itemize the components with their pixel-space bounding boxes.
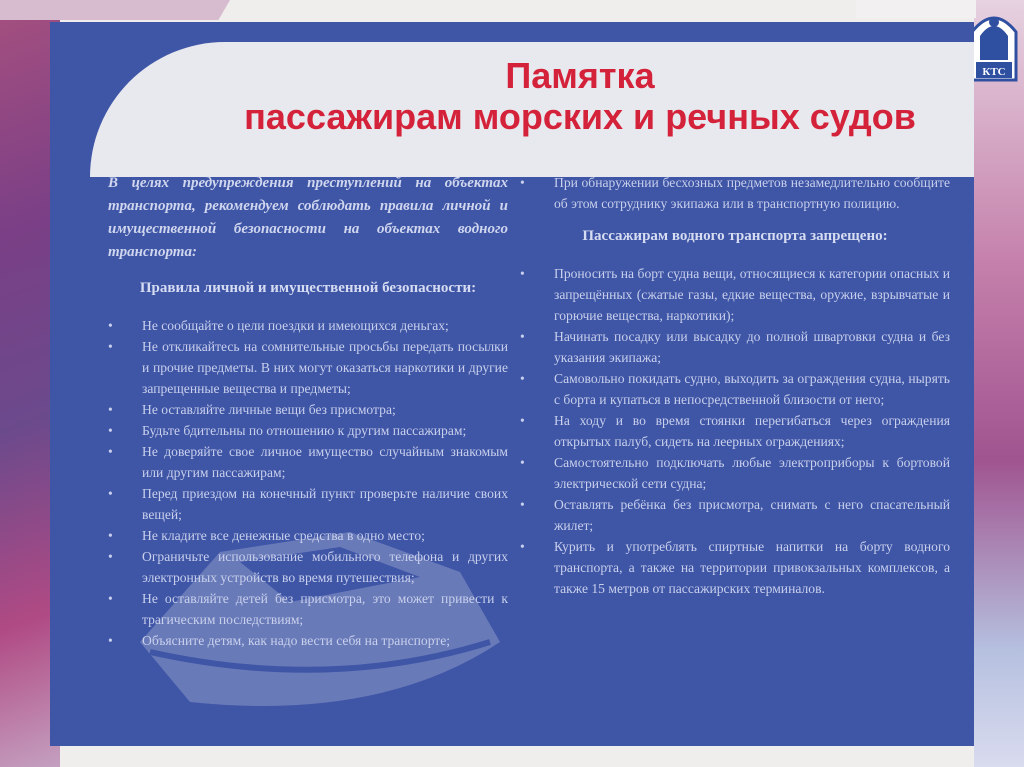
background-right-decoration <box>974 0 1024 767</box>
background-top-stripe <box>0 0 230 20</box>
prohibition-item: • Начинать посадку или высадку до полной швартовки судна и без указания экипажа; <box>520 326 950 368</box>
intro-text: В целях предупреждения преступлений на объектах транспорта, рекомендуем соблюдать правила личной и имущественной безопасности на объектах водного транспорта: <box>108 175 508 260</box>
left-column <box>108 172 508 651</box>
kts-logo-icon <box>966 4 1022 84</box>
rule-item: • Объясните детям, как надо вести себя на транспорте; <box>108 630 508 651</box>
prohibition-item: • Самовольно покидать судно, выходить за ограждения судна, нырять с борта и купаться в непосредственной близости от него; <box>520 368 950 410</box>
rule-item: • Не кладите все денежные средства в одно место; <box>108 525 508 546</box>
rule-item: • Не доверяйте свое личное имущество случайным знакомым или другим пассажирам; <box>108 441 508 483</box>
background-right-top <box>856 0 976 18</box>
right-column <box>520 172 950 599</box>
rule-item: • Не откликайтесь на сомнительные просьбы передать посылки и прочие предметы. В них могут оказаться наркотики и другие запрещенные вещества и предметы; <box>108 336 508 399</box>
title-line-2: пассажирам морских и речных судов <box>244 96 916 138</box>
memo-panel <box>50 22 974 746</box>
prohibition-item: • На ходу и во время стоянки перегибаться через ограждения открытых палуб, сидеть на леерных ограждениях; <box>520 410 950 452</box>
rule-item: • Не сообщайте о цели поездки и имеющихся деньгах; <box>108 315 508 336</box>
left-subheading: Правила личной и имущественной безопасности: <box>139 280 477 296</box>
prohibition-item: • Проносить на борт судна вещи, относящиеся к категории опасных и запрещённых (сжатые газы, едкие вещества, оружие, взрывчатые и горючие вещества, наркотики); <box>520 263 950 326</box>
rule-item: • Перед приездом на конечный пункт проверьте наличие своих вещей; <box>108 483 508 525</box>
prohibition-item: • Самостоятельно подключать любые электроприборы к бортовой электрической сети судна; <box>520 452 950 494</box>
prohibition-item: • Курить и употреблять спиртные напитки на борту водного транспорта, а также на территории привокзальных комплексов, а также 15 метров от пассажирских терминалов. <box>520 536 950 599</box>
rule-item: • Не оставляйте личные вещи без присмотра; <box>108 399 508 420</box>
title-line-1: Памятка <box>505 55 655 96</box>
rule-item: • Будьте бдительны по отношению к другим пассажирам; <box>108 420 508 441</box>
right-subheading: Пассажирам водного транспорта запрещено: <box>582 228 888 244</box>
notice-item: • При обнаружении бесхозных предметов незамедлительно сообщите об этом сотруднику экипажа или в транспортную полицию. <box>520 172 950 214</box>
prohibition-item: • Оставлять ребёнка без присмотра, снимать с него спасательный жилет; <box>520 494 950 536</box>
logo-text: КТС <box>982 66 1006 78</box>
rule-item: • Не оставляйте детей без присмотра, это может привести к трагическим последствиям; <box>108 588 508 630</box>
page-title <box>150 55 974 138</box>
rule-item: • Ограничьте использование мобильного телефона и других электронных устройств во время путешествия; <box>108 546 508 588</box>
